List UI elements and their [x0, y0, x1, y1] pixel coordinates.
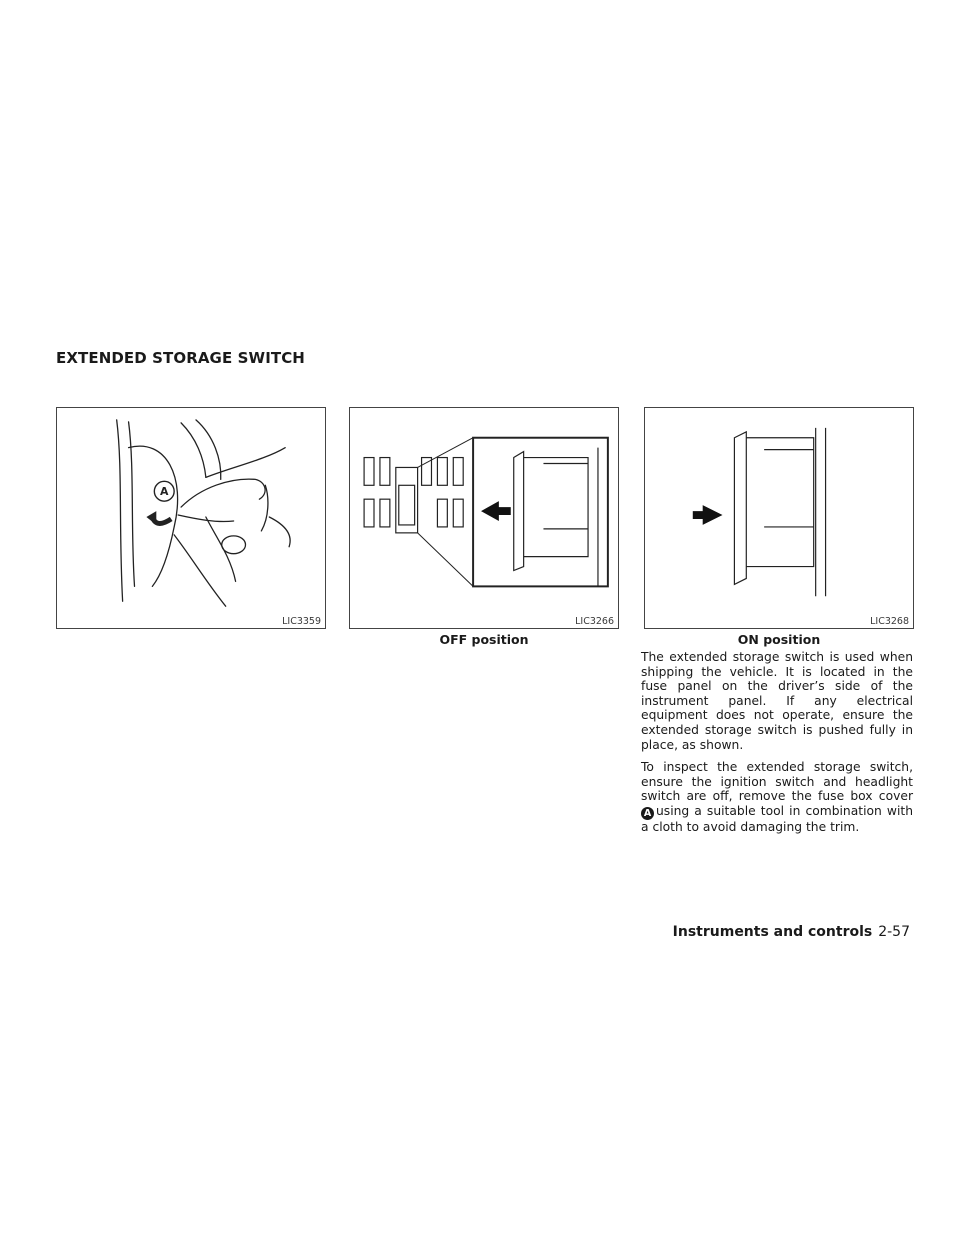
- callout-a-icon: A: [641, 807, 654, 820]
- svg-text:A: A: [160, 485, 169, 499]
- figure-code: LIC3359: [282, 616, 321, 627]
- paragraph-2-part-1: To inspect the extended storage switch, ensure the ignition switch and headlight switch are off, remove the fuse box cover: [641, 760, 913, 804]
- push-left-arrow-icon: [481, 501, 511, 521]
- figure-caption-on: ON position: [737, 632, 821, 647]
- paragraph-1: The extended storage switch is used when shipping the vehicle. It is located in the fuse panel on the driver’s side of the instrument panel. If any electrical equipment does not operate, ensure the extended storage switch is pushed fully in place, as shown.: [641, 650, 913, 752]
- figure-code: LIC3266: [575, 616, 614, 627]
- paragraph-2-part-2: using a suitable tool in combination with a cloth to avoid damaging the trim.: [641, 803, 913, 834]
- figure-off-position: [349, 407, 619, 629]
- paragraph-2: [641, 760, 913, 834]
- footer-page-number: 2-57: [878, 924, 910, 940]
- figure-fuse-cover-removal: [56, 407, 326, 629]
- section-title: EXTENDED STORAGE SWITCH: [56, 349, 305, 367]
- push-right-arrow-icon: [693, 505, 723, 525]
- figure-caption-off: OFF position: [439, 632, 529, 647]
- figure-code: LIC3268: [870, 616, 909, 627]
- switch-on-illustration: [645, 408, 913, 628]
- page-footer: [673, 924, 910, 940]
- switch-off-illustration: [350, 408, 618, 628]
- fuse-cover-illustration: [57, 408, 325, 628]
- figure-on-position: [644, 407, 914, 629]
- footer-chapter: Instruments and controls: [672, 924, 873, 940]
- body-text: [641, 650, 913, 843]
